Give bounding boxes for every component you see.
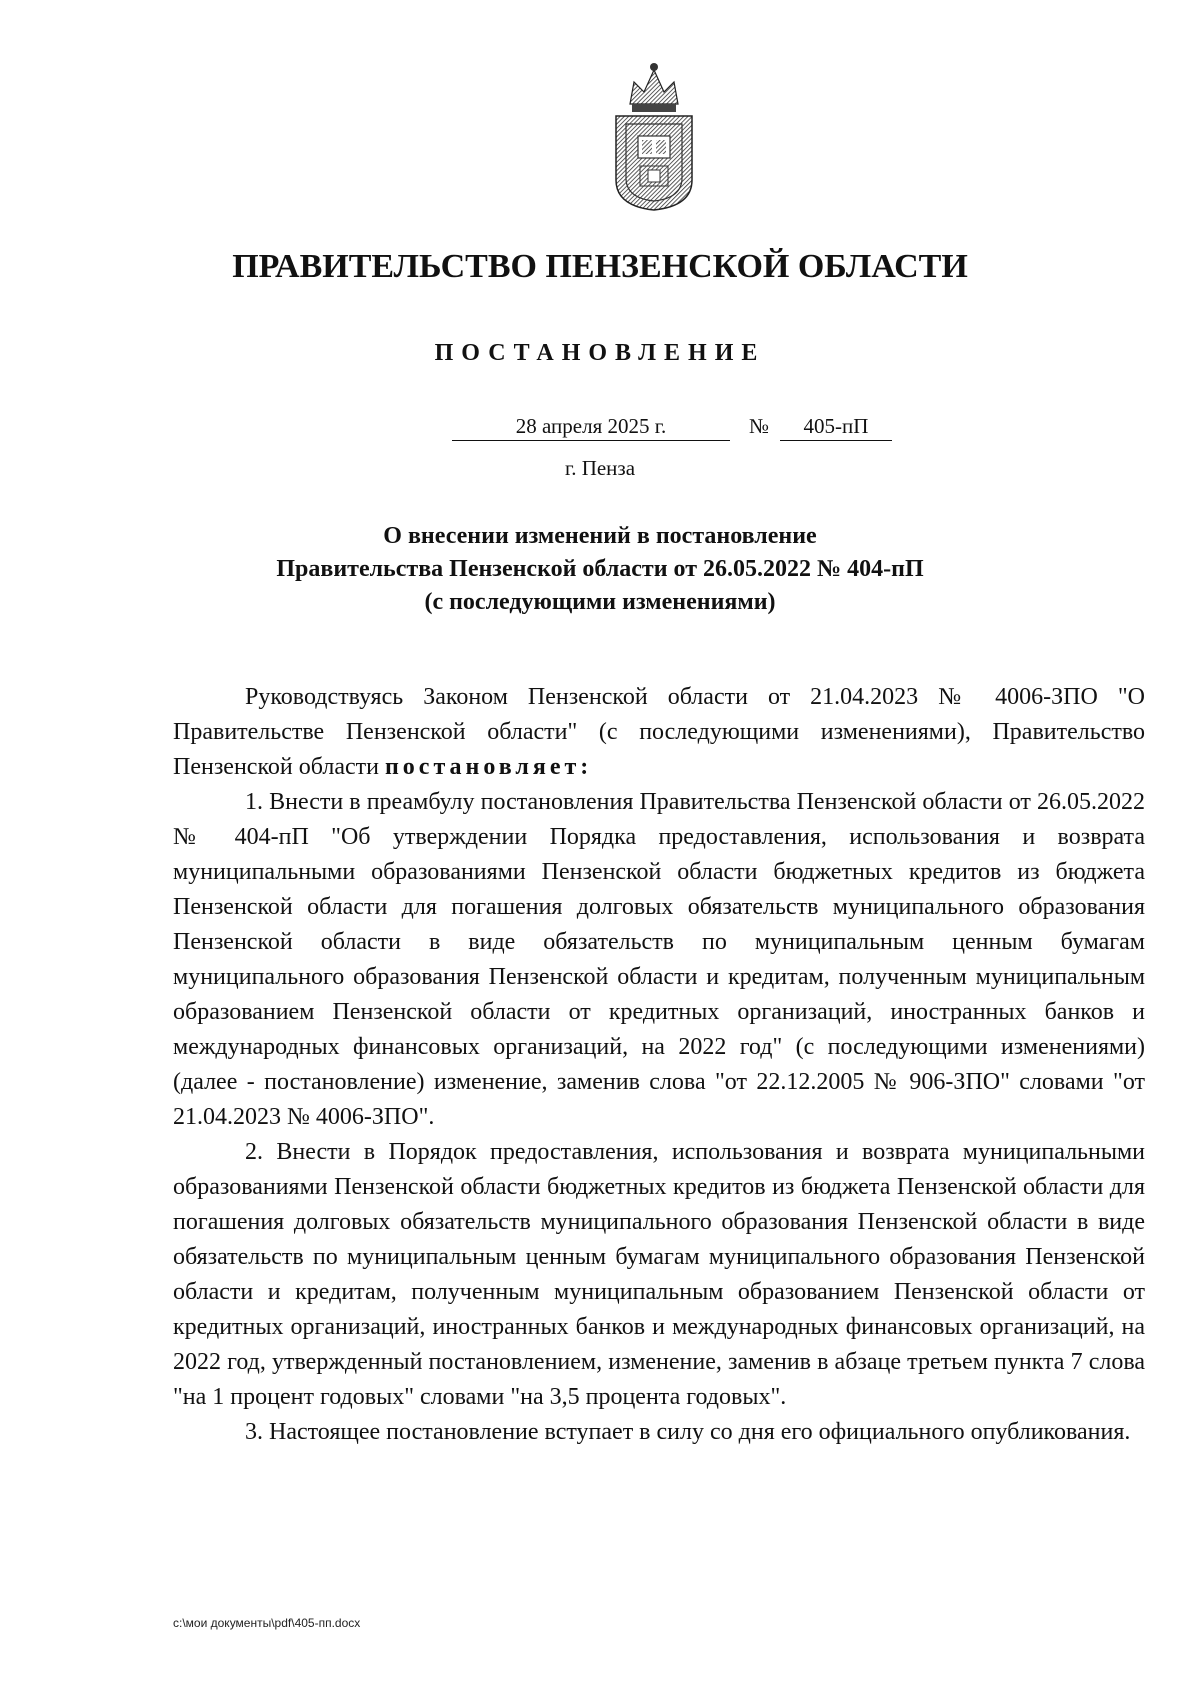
heading-line-3: (с последующими изменениями) [424, 589, 776, 615]
item-1-paragraph: 1. Внести в преамбулу постановления Правительства Пензенской области от 26.05.2022 № 404-пП "Об утверждении Порядка предоставления, использования и возврата муниципальными образованиями Пензенской области бюджетных кредитов из бюджета Пензенской области для погашения долговых обязательств муниципального образования Пензенской области в виде обязательств по муниципальным ценным бумагам муниципального образования Пензенской области и кредитам, полученным муниципальным образованием Пензенской области от кредитных организаций, иностранных банков и международных финансовых организаций, на 2022 год" (с последующими изменениями) (далее - постановление) изменение, заменив слова "от 22.12.2005 № 906-ЗПО" словами "от 21.04.2023 № 4006-ЗПО". [173, 789, 1145, 1130]
item-3-paragraph: 3. Настоящее постановление вступает в силу со дня его официального опубликования. [245, 1419, 1131, 1445]
intro-paragraph [173, 680, 1145, 785]
coat-of-arms-icon [608, 60, 700, 212]
document-type: ПОСТАНОВЛЕНИЕ [434, 340, 766, 366]
document-number: 405-пП [780, 414, 892, 441]
file-path-footer: c:\мои документы\pdf\405-пп.docx [173, 1616, 361, 1630]
item-2-paragraph: 2. Внести в Порядок предоставления, использования и возврата муниципальными образованиями Пензенской области бюджетных кредитов из бюджета Пензенской области для погашения долговых обязательств муниципального образования Пензенской области в виде обязательств по муниципальным ценным бумагам муниципального образования Пензенской области и кредитам, полученным муниципальным образованием Пензенской области от кредитных организаций, иностранных банков и международных финансовых организаций, на 2022 год, утвержденный постановлением, изменение, заменив в абзаце третьем пункта 7 слова "на 1 процент годовых" словами "на 3,5 процента годовых". [173, 1139, 1145, 1410]
document-city: г. Пенза [564, 456, 636, 480]
number-sign: № [748, 414, 770, 438]
document-body [173, 680, 1145, 1450]
intro-text: Руководствуясь Законом Пензенской области от 21.04.2023 № 4006-ЗПО "О Правительстве Пензенской области" (с последующими изменениями), Правительство Пензенской области [173, 684, 1145, 780]
organization-title: ПРАВИТЕЛЬСТВО ПЕНЗЕНСКОЙ ОБЛАСТИ [232, 248, 968, 285]
resolve-word: постановляет: [384, 754, 593, 780]
heading-line-2: Правительства Пензенской области от 26.05.2022 № 404-пП [276, 556, 924, 582]
document-date: 28 апреля 2025 г. [452, 414, 730, 441]
document-heading [0, 520, 1200, 619]
heading-line-1: О внесении изменений в постановление [383, 523, 817, 549]
